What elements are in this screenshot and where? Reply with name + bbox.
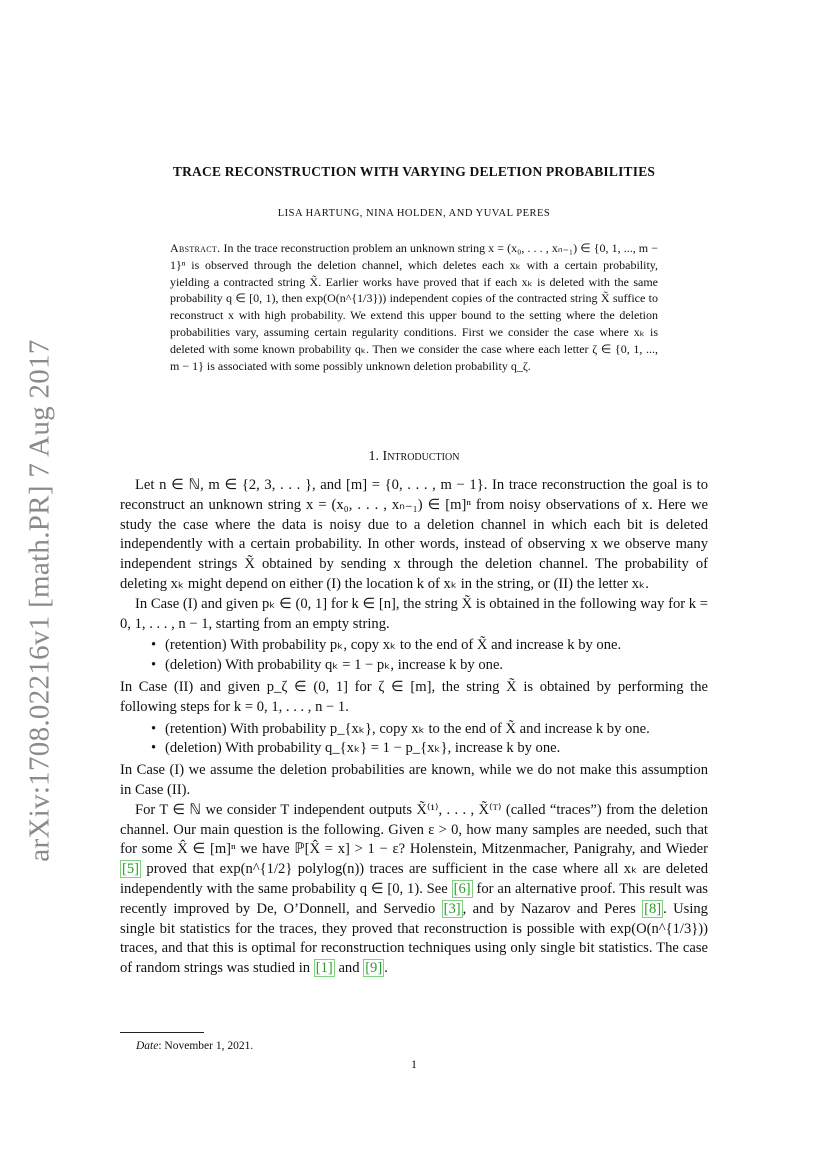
list-item: • (retention) With probability pₖ, copy xₖ to the end of X̃ and increase k by one. xyxy=(165,636,708,656)
footnote-text: : November 1, 2021. xyxy=(158,1040,254,1052)
citation-link[interactable]: [1] xyxy=(315,960,333,977)
paper-title: TRACE RECONSTRUCTION WITH VARYING DELETION PROBABILITIES xyxy=(172,164,656,179)
paragraph: In Case (I) we assume the deletion probabilities are known, while we do not make this assumption in Case (II). xyxy=(120,762,708,798)
paragraph: Let n ∈ ℕ, m ∈ {2, 3, . . . }, and [m] = {0, . . . , m − 1}. In trace reconstruction the goal is to reconstruct an unknown string x = (x₀, . . . , xₙ₋₁) ∈ [m]ⁿ from noisy observations of x. Here we study the case where the data is noisy due to a deletion channel in which each bit is deleted independently with a certain probability. In other words, instead of observing x we observe many independent strings X̃ obtained by sending x through the deletion channel. The probability of deleting xₖ might depend on either (I) the location k of xₖ in the string, or (II) the letter xₖ. xyxy=(120,477,708,592)
citation-link[interactable]: [5] xyxy=(122,861,140,878)
citation-link[interactable]: [8] xyxy=(644,900,662,917)
footnote-label: Date xyxy=(136,1040,159,1052)
abstract-label: Abstract. xyxy=(170,241,221,255)
case-one-list xyxy=(120,636,708,676)
paragraph: In Case (I) and given pₖ ∈ (0, 1] for k ∈ [n], the string X̃ is obtained in the following way for k = 0, 1, . . . , n − 1, starting from an empty string. xyxy=(120,595,708,632)
section-number: 1. xyxy=(368,449,380,464)
text-run: and xyxy=(338,960,360,977)
section-heading xyxy=(120,449,708,465)
footnote-rule xyxy=(120,1032,204,1033)
body-text xyxy=(120,476,708,979)
text-run: proved that exp(n^{1/2} polylog(n)) traces are sufficient in the case where all xₖ are deleted independently with the same probability q ∈ [0, 1). See xyxy=(120,861,708,897)
abstract-text: In the trace reconstruction problem an unknown string x = (x₀, . . . , xₙ₋₁) ∈ {0, 1, ..., m − 1}ⁿ is observed through the deletion channel, which deletes each xₖ with a certain probability, yielding a contracted string X̃. Earlier works have proved that if each xₖ is deleted with the same probability q ∈ [0, 1), then exp(O(n^{1/3})) independent copies of the contracted string X̃ suffice to reconstruct x with high probability. We extend this upper bound to the setting where the deletion probabilities vary, assuming certain regularity conditions. First we consider the case where xₖ is deleted with some known probability qₖ. Then we consider the case where each letter ζ ∈ {0, 1, ..., m − 1} is associated with some possibly unknown deletion probability q_ζ. xyxy=(170,241,659,373)
list-item: • (deletion) With probability q_{xₖ} = 1 − p_{xₖ}, increase k by one. xyxy=(165,739,708,759)
arxiv-id: arXiv:1708.02216v1 [math.PR] 7 Aug 2017 xyxy=(23,338,56,862)
list-item: • (deletion) With probability qₖ = 1 − pₖ, increase k by one. xyxy=(165,656,708,676)
list-item: • (retention) With probability p_{xₖ}, copy xₖ to the end of X̃ and increase k by one. xyxy=(165,720,708,740)
text-run: . xyxy=(384,960,388,977)
citation-link[interactable]: [3] xyxy=(443,900,461,917)
paragraph xyxy=(120,801,708,979)
text-run: . Using single bit statistics for the traces, they proved that reconstruction is possible with exp(O(n^{1/3})) traces, and that this is optimal for reconstruction techniques using only single bit statistics. The case of random strings was studied in xyxy=(120,900,708,977)
footnote xyxy=(136,1040,253,1052)
citation-link[interactable]: [9] xyxy=(365,960,383,977)
arxiv-sidebar xyxy=(20,330,60,870)
abstract xyxy=(170,240,658,374)
paper-authors: LISA HARTUNG, NINA HOLDEN, AND YUVAL PERES xyxy=(277,208,551,219)
paragraph: In Case (II) and given p_ζ ∈ (0, 1] for ζ ∈ [m], the string X̃ is obtained by performing the following steps for k = 0, 1, . . . , n − 1. xyxy=(120,678,708,715)
text-run: For T ∈ ℕ we consider T independent outputs X̃⁽¹⁾, . . . , X̃⁽ᵀ⁾ (called “traces”) from the deletion channel. Our main question is the following. Given ε > 0, how many samples are needed, such that for some X̂ ∈ [m]ⁿ we have ℙ[X̂ = x] > 1 − ε? Holenstein, Mitzenmacher, Panigrahy, and Wieder xyxy=(120,801,708,858)
citation-link[interactable]: [6] xyxy=(453,880,471,897)
text-run: for an alternative proof. This result was recently improved by De, O’Donnell, and Servedio xyxy=(120,880,708,917)
section-title: Introduction xyxy=(382,449,460,464)
text-run: , and by Nazarov and Peres xyxy=(462,900,636,917)
page-number: 1 xyxy=(411,1057,417,1071)
case-two-list xyxy=(120,720,708,760)
